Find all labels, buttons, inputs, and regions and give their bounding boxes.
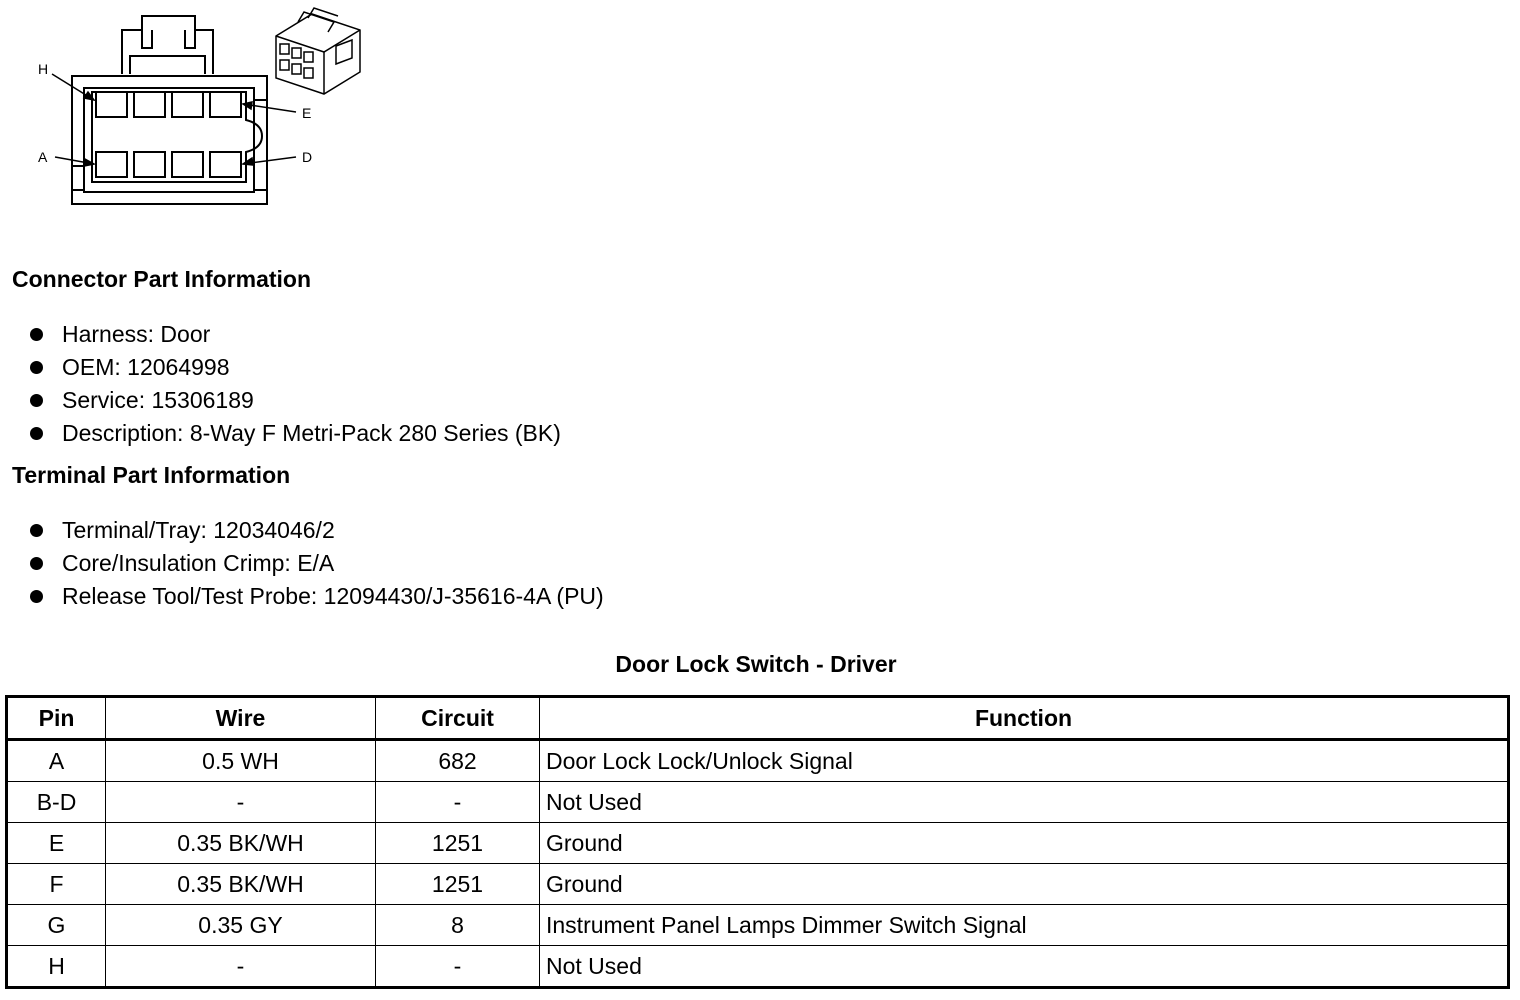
- table-row: [7, 946, 1509, 988]
- table-header-row: [7, 697, 1509, 740]
- connector-part-info-heading: Connector Part Information: [12, 266, 312, 292]
- cell-circuit: -: [376, 782, 540, 823]
- table-row: [7, 782, 1509, 823]
- cell-pin: F: [7, 864, 106, 905]
- cell-circuit: 8: [376, 905, 540, 946]
- cell-function: Ground: [540, 823, 1509, 864]
- cell-pin: H: [7, 946, 106, 988]
- bullet-icon: [30, 361, 43, 374]
- pin-label-d: D: [302, 149, 313, 165]
- connector-info-text: OEM: 12064998: [62, 354, 230, 380]
- connector-face-diagram: [0, 0, 380, 215]
- terminal-info-text: Terminal/Tray: 12034046/2: [62, 517, 335, 543]
- bullet-icon: [30, 590, 43, 603]
- bullet-icon: [30, 394, 43, 407]
- column-header-circuit: Circuit: [376, 697, 540, 740]
- cell-wire: 0.35 BK/WH: [106, 823, 376, 864]
- cavity-f: [172, 92, 203, 117]
- pin-label-h: H: [38, 61, 49, 77]
- cavity-h: [96, 92, 127, 117]
- cell-function: Not Used: [540, 782, 1509, 823]
- bullet-icon: [30, 557, 43, 570]
- cell-wire: 0.35 BK/WH: [106, 864, 376, 905]
- terminal-info-item: [28, 547, 604, 580]
- cell-circuit: 1251: [376, 823, 540, 864]
- connector-info-item: [28, 384, 561, 417]
- column-header-wire: Wire: [106, 697, 376, 740]
- terminal-part-info-heading: Terminal Part Information: [12, 462, 291, 488]
- terminal-info-text: Core/Insulation Crimp: E/A: [62, 550, 335, 576]
- bullet-icon: [30, 328, 43, 341]
- connector-info-text: Description: 8-Way F Metri-Pack 280 Series (BK): [62, 420, 561, 446]
- connector-part-info-list: [28, 318, 561, 450]
- cell-pin: E: [7, 823, 106, 864]
- cavity-d: [210, 152, 241, 177]
- cell-function: Instrument Panel Lamps Dimmer Switch Signal: [540, 905, 1509, 946]
- cavity-b: [134, 152, 165, 177]
- column-header-function: Function: [540, 697, 1509, 740]
- connector-housing: [72, 76, 267, 204]
- bullet-icon: [30, 427, 43, 440]
- terminal-info-item: [28, 580, 604, 613]
- cell-circuit: -: [376, 946, 540, 988]
- cell-wire: 0.35 GY: [106, 905, 376, 946]
- pin-label-a: A: [38, 149, 48, 165]
- column-header-pin: Pin: [7, 697, 106, 740]
- terminal-part-info-list: [28, 514, 604, 613]
- terminal-info-text: Release Tool/Test Probe: 12094430/J-35616-4A (PU): [62, 583, 604, 609]
- cavity-e: [210, 92, 241, 117]
- cell-wire: -: [106, 946, 376, 988]
- table-row: [7, 823, 1509, 864]
- connector-info-item: [28, 417, 561, 450]
- cell-function: Ground: [540, 864, 1509, 905]
- table-row: [7, 740, 1509, 782]
- terminal-info-item: [28, 514, 604, 547]
- connector-latch: [122, 16, 213, 74]
- table-row: [7, 864, 1509, 905]
- pin-label-e: E: [302, 105, 312, 121]
- connector-info-item: [28, 318, 561, 351]
- table-row: [7, 905, 1509, 946]
- cell-function: Door Lock Lock/Unlock Signal: [540, 740, 1509, 782]
- cell-wire: 0.5 WH: [106, 740, 376, 782]
- cell-circuit: 1251: [376, 864, 540, 905]
- cavity-c: [172, 152, 203, 177]
- cavity-g: [134, 92, 165, 117]
- pinout-table: [5, 695, 1510, 989]
- cell-function: Not Used: [540, 946, 1509, 988]
- cell-wire: -: [106, 782, 376, 823]
- cell-circuit: 682: [376, 740, 540, 782]
- cell-pin: B-D: [7, 782, 106, 823]
- bullet-icon: [30, 524, 43, 537]
- table-title: Door Lock Switch - Driver: [615, 651, 897, 677]
- connector-info-text: Harness: Door: [62, 321, 211, 347]
- cell-pin: G: [7, 905, 106, 946]
- connector-info-item: [28, 351, 561, 384]
- cavity-a: [96, 152, 127, 177]
- cell-pin: A: [7, 740, 106, 782]
- connector-isometric-icon: [276, 8, 360, 94]
- connector-info-text: Service: 15306189: [62, 387, 254, 413]
